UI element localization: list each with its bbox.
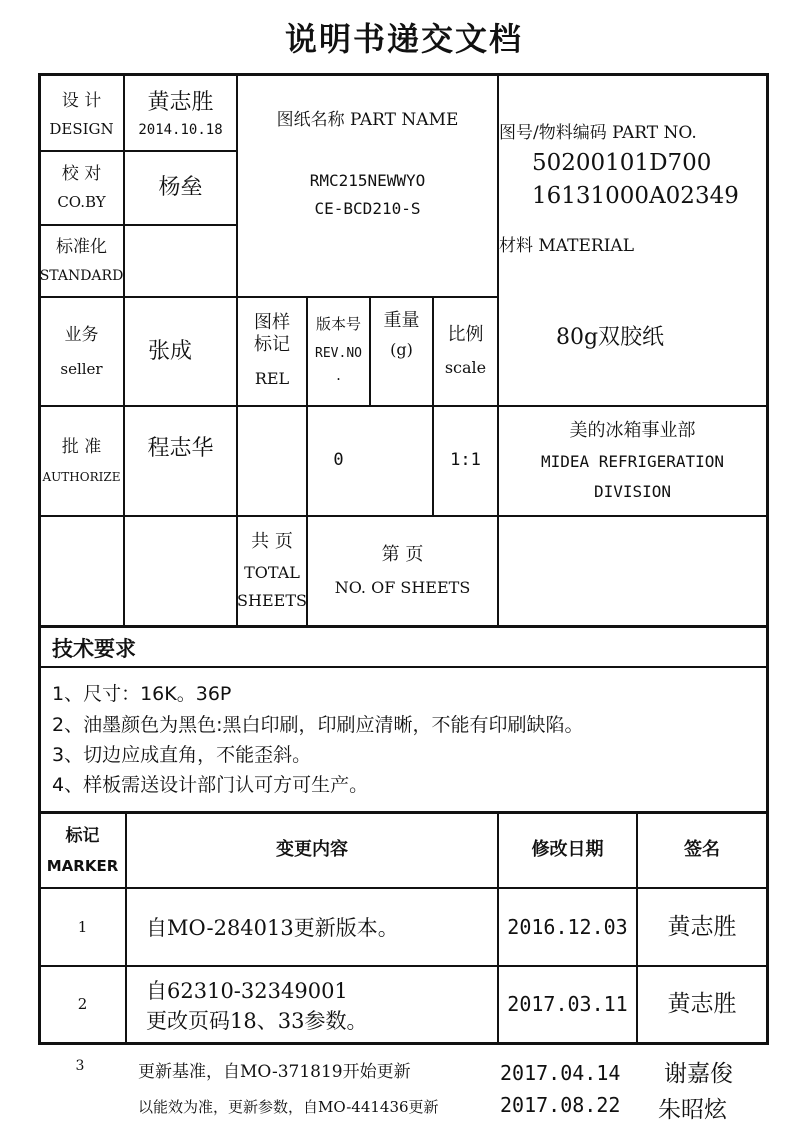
requirement-item: 1、尺寸：16K。36P [52, 683, 232, 705]
weight-label: 重量 (g) [383, 309, 420, 360]
material-label: 材料 MATERIAL [499, 236, 634, 256]
company-en-1: MIDEA REFRIGERATION [540, 452, 725, 472]
row-date: 2017.08.22 [500, 1093, 621, 1117]
requirement-item: 3、切边应成直角，不能歪斜。 [52, 744, 312, 766]
approver-name: 程志华 [147, 436, 214, 462]
company-cn: 美的冰箱事业部 [569, 419, 696, 441]
design-date: 2014.10.18 [138, 122, 223, 138]
check-label: 校 对 CO.BY [57, 164, 106, 212]
requirements-heading: 技术要求 [52, 637, 136, 661]
requirement-item: 2、油墨颜色为黑色:黑白印刷，印刷应清晰，不能有印刷缺陷。 [52, 714, 584, 736]
row-sign: 黄志胜 [667, 991, 737, 1018]
row-sign: 黄志胜 [667, 913, 737, 940]
part-no-1: 50200101D700 [532, 150, 712, 176]
requirement-item: 4、样板需送设计部门认可方可生产。 [52, 774, 369, 796]
checker-name: 杨垒 [158, 175, 203, 201]
seller-name: 张成 [147, 338, 192, 364]
row-content: 以能效为准，更新参数，自MO-441436更新 [138, 1098, 439, 1116]
scale-value: 1:1 [450, 450, 481, 471]
row-content-2: 更改页码18、33参数。 [146, 1009, 368, 1033]
row-marker: 3 [75, 1058, 85, 1075]
row-date: 2017.04.14 [500, 1061, 621, 1085]
total-sheets-label: 共 页 TOTAL SHEETS [237, 530, 307, 611]
row-content: 更新基准，自MO-371819开始更新 [138, 1062, 411, 1082]
part-name-value: RMC215NEWWYO CE-BCD210-S [309, 171, 426, 218]
seller-label: 业务 seller [60, 324, 103, 378]
col-sign-header: 签名 [684, 839, 720, 861]
standard-label: 标准化 STANDARD [39, 236, 124, 284]
company-en-2: DIVISION [593, 482, 672, 502]
row-content: 自62310-32349001 [146, 979, 348, 1003]
scale-label: 比例 scale [444, 323, 487, 378]
row-date: 2017.03.11 [507, 992, 628, 1016]
row-marker: 2 [77, 995, 88, 1014]
designer-name: 黄志胜 [147, 89, 214, 115]
part-name-label: 图纸名称 PART NAME [276, 110, 459, 131]
col-marker-header: 标记 MARKER [46, 825, 119, 875]
rev-value: 0 [333, 450, 344, 471]
rel-label: 图样 标记 REL [254, 311, 290, 388]
row-date: 2016.12.03 [507, 914, 628, 939]
row-content: 自MO-284013更新版本。 [146, 916, 399, 940]
material-value: 80g双胶纸 [555, 325, 665, 351]
design-label: 设 计 DESIGN [49, 91, 114, 139]
approve-label: 批 准 AUTHORIZE [42, 436, 121, 485]
part-no-2: 16131000A02349 [532, 183, 739, 209]
col-date-header: 修改日期 [531, 839, 604, 861]
rev-label: 版本号 REV.NO . [315, 315, 362, 385]
part-no-label: 图号/物料编码 PART NO. [499, 123, 697, 143]
col-content-header: 变更内容 [276, 839, 348, 861]
document-title: 说明书递交文档 [284, 20, 523, 58]
row-sign: 谢嘉俊 [664, 1061, 733, 1087]
designer-cell [125, 78, 236, 150]
company-block [499, 409, 766, 513]
sheet-no-label: 第 页 NO. OF SHEETS [334, 543, 471, 598]
row-marker: 1 [77, 917, 88, 936]
row-sign: 朱昭炫 [658, 1097, 727, 1123]
